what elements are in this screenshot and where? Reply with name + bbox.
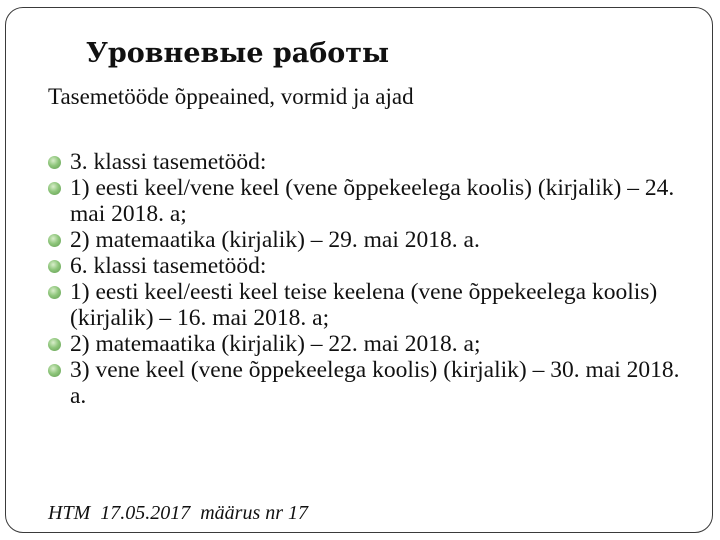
bullet-text: 3) vene keel (vene õppekeelega koolis) (kirjalik) – 30. mai 2018. a. [70, 357, 680, 409]
bullet-dot-icon [48, 156, 61, 169]
source-footer: HTM 17.05.2017 määrus nr 17 [48, 502, 309, 524]
bullet-item-grade3-heading [48, 149, 698, 175]
bullet-item-grade3-math [48, 227, 698, 253]
bullet-dot-icon [48, 260, 61, 273]
bullet-text: 1) eesti keel/eesti keel teise keelena (vene õppekeelega koolis) (kirjalik) – 16. mai 2018. a; [70, 279, 658, 331]
bullet-list [48, 149, 698, 409]
bullet-dot-icon [48, 234, 61, 247]
bullet-dot-icon [48, 286, 61, 299]
bullet-text: 1) eesti keel/vene keel (vene õppekeelega koolis) (kirjalik) – 24. mai 2018. a; [70, 175, 675, 227]
slide-title: Уровневые работы [86, 38, 390, 69]
bullet-item-grade6-russian [48, 357, 698, 409]
bullet-item-grade3-language [48, 175, 698, 227]
bullet-text: 3. klassi tasemetööd: [70, 149, 267, 175]
bullet-item-grade6-estonian [48, 279, 698, 331]
bullet-text: 6. klassi tasemetööd: [70, 253, 267, 279]
bullet-dot-icon [48, 338, 61, 351]
bullet-dot-icon [48, 364, 61, 377]
bullet-item-grade6-math [48, 331, 698, 357]
bullet-text: 2) matemaatika (kirjalik) – 29. mai 2018. a. [70, 227, 480, 253]
bullet-item-grade6-heading [48, 253, 698, 279]
slide-subtitle: Tasemetööde õppeained, vormid ja ajad [48, 84, 414, 109]
bullet-text: 2) matemaatika (kirjalik) – 22. mai 2018. a; [70, 331, 481, 357]
bullet-dot-icon [48, 182, 61, 195]
slide-frame [5, 7, 713, 533]
